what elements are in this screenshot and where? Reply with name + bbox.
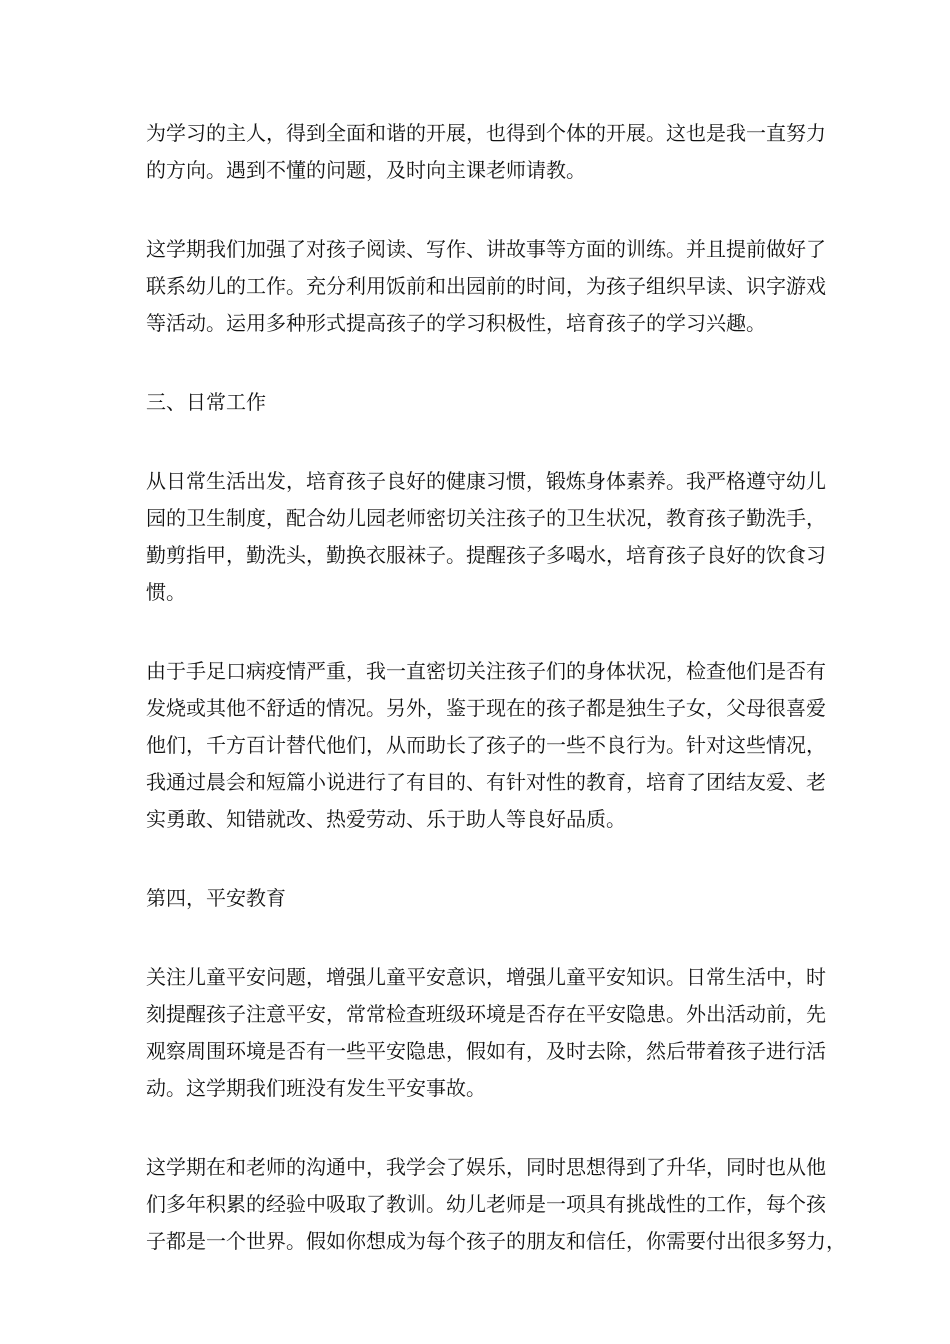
paragraph (146, 1149, 846, 1260)
text-line: 关注儿童平安问题，增强儿童平安意识，增强儿童平安知识。日常生活中，时 (146, 965, 826, 989)
text-line: 实勇敢、知错就改、热爱劳动、乐于助人等良好品质。 (146, 807, 626, 831)
heading-text: 三、日常工作 (146, 390, 266, 414)
text-line: 联系幼儿的工作。充分利用饭前和出园前的时间，为孩子组织早读、识字游戏 (146, 274, 826, 298)
text-line: 由于手足口病疫情严重，我一直密切关注孩子们的身体状况，检查他们是否有 (146, 659, 826, 683)
paragraph (146, 653, 826, 838)
text-line: 为学习的主人，得到全面和谐的开展，也得到个体的开展。这也是我一直努力 (146, 121, 826, 145)
text-line: 这学期在和老师的沟通中，我学会了娱乐，同时思想得到了升华，同时也从他 (146, 1155, 826, 1179)
text-line: 等活动。运用多种形式提高孩子的学习积极性，培育孩子的学习兴趣。 (146, 311, 766, 335)
paragraph (146, 959, 826, 1107)
text-line: 我通过晨会和短篇小说进行了有目的、有针对性的教育，培育了团结友爱、老 (146, 770, 826, 794)
text-line: 子都是一个世界。假如你想成为每个孩子的朋友和信任，你需要付出很多努力， (146, 1229, 846, 1253)
text-line: 发烧或其他不舒适的情况。另外，鉴于现在的孩子都是独生子女，父母很喜爱 (146, 696, 826, 720)
text-line: 他们，千方百计替代他们，从而助长了孩子的一些不良行为。针对这些情况， (146, 733, 826, 757)
text-line: 园的卫生制度，配合幼儿园老师密切关注孩子的卫生状况，教育孩子勤洗手， (146, 506, 826, 530)
document-body (146, 115, 846, 1260)
text-line: 惯。 (146, 580, 186, 604)
text-line: 动。这学期我们班没有发生平安事故。 (146, 1076, 486, 1100)
paragraph (146, 463, 826, 611)
heading-text: 第四，平安教育 (146, 886, 286, 910)
text-line: 观察周围环境是否有一些平安隐患，假如有，及时去除，然后带着孩子进行活 (146, 1039, 826, 1063)
paragraph (146, 115, 826, 189)
section-heading (146, 880, 816, 917)
section-heading (146, 384, 816, 421)
paragraph (146, 231, 826, 342)
text-line: 勤剪指甲，勤洗头，勤换衣服袜子。提醒孩子多喝水，培育孩子良好的饮食习 (146, 543, 826, 567)
text-line: 从日常生活出发，培育孩子良好的健康习惯，锻炼身体素养。我严格遵守幼儿 (146, 469, 826, 493)
text-line: 的方向。遇到不懂的问题，及时向主课老师请教。 (146, 158, 586, 182)
text-line: 刻提醒孩子注意平安，常常检查班级环境是否存在平安隐患。外出活动前，先 (146, 1002, 826, 1026)
text-line: 这学期我们加强了对孩子阅读、写作、讲故事等方面的训练。并且提前做好了 (146, 237, 826, 261)
text-line: 们多年积累的经验中吸取了教训。幼儿老师是一项具有挑战性的工作，每个孩 (146, 1192, 826, 1216)
